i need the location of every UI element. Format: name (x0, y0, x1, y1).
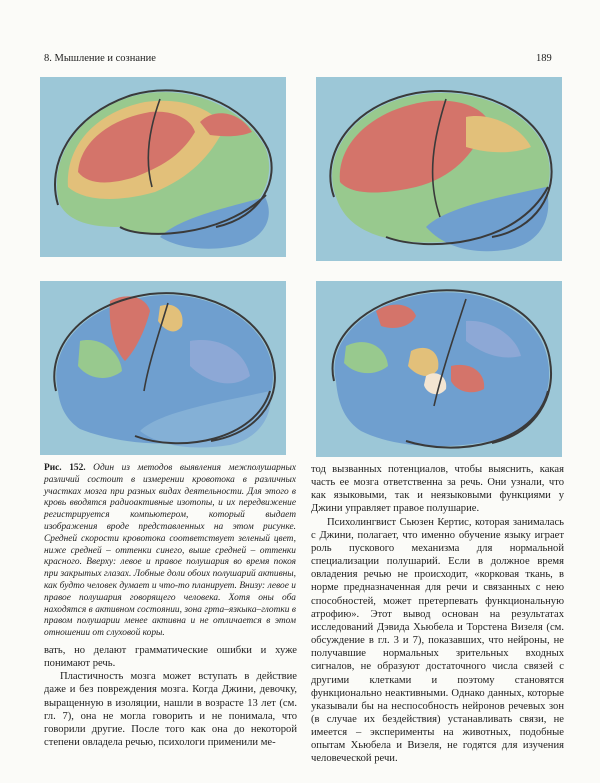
left-paragraph-1: вать, но делают грамматические ошибки и хуже понимают речь. (44, 645, 297, 670)
right-paragraph-2: Психолингвист Сьюзен Кертис, которая занималась с Джини, полагает, что именно обучение языку играет роль пускового механизма для нормальной специализации полушарий. Если в должное время овладения речью не происходит, «корковая ткань, в норме предназначенная для речи и связанных с нею способностей, может претерпевать функциональную атрофию». Этот вывод основан на результатах исследований Дэвида Хьюбела и Торстена Визеля (см. обсуждение в гл. 3 и 7), показавших, что нейроны, не получавшие нормальных зрительных входных сигналов, не образуют достаточного числа связей с другими клетками и поэтому становятся функционально неактивными. Однако данных, которые указывали бы на неспособность нейронов речевых зон (в случае их бездействия) устанавливать связи, не имеется – эксперименты на животных, подобные опытам Хьюбела и Визеля, не годятся для изучения человеческой речи. (311, 516, 564, 765)
left-text-column (44, 644, 297, 749)
figure-top-right-brain-map (316, 77, 562, 261)
chapter-header: 8. Мышление и сознание (44, 53, 156, 64)
figure-top-left-brain-map (40, 77, 286, 257)
page-number: 189 (536, 53, 552, 64)
caption-text: Один из методов выявления межполушарных различий состоит в измерении кровотока в различных участках мозга при разных видах деятельности. Для этого в кровь вводятся радиоактивные изотопы, и их передвижение регистрируется компьютером, который выдает изображения вроде представленных на этом рисунке. Средней скорости кровотока соответствует зеленый цвет, ниже средней – оттенки синего, выше средней – оттенки красного. Вверху: левое и правое полушария во время покоя при закрытых глазах. Лобные доли обоих полушарий активны, как будто человек думает и что-то планирует. Внизу: левое и правое полушария говорящего человека. Хотя оны оба находятся в активном состоянии, зона грта–язкыка–глотки в правом полушарии менее активна и не отличается в этом отношении от слуховой коры. (44, 463, 296, 639)
figure-bottom-right-brain-map (316, 281, 562, 457)
right-paragraph-1: тод вызванных потенциалов, чтобы выяснить, какая часть ее мозга ответственна за речь. Они узнали, что как языковыми, так и неязыковыми функциями у Джини управляет правое полушарие. (311, 464, 564, 515)
left-paragraph-2: Пластичность мозга может вступать в действие даже и без повреждения мозга. Когда Джини, девочку, выращенную в изоляции, нашли в возрасте 13 лет (см. гл. 7), она не могла говорить и не понимала, что говорили другие. После того как она до некоторой степени овладела речью, психологи применили ме- (44, 671, 297, 749)
caption-label: Рис. 152. (44, 463, 86, 473)
figure-caption (44, 463, 296, 640)
figure-bottom-left-brain-map (40, 281, 286, 455)
right-text-column (311, 463, 564, 766)
